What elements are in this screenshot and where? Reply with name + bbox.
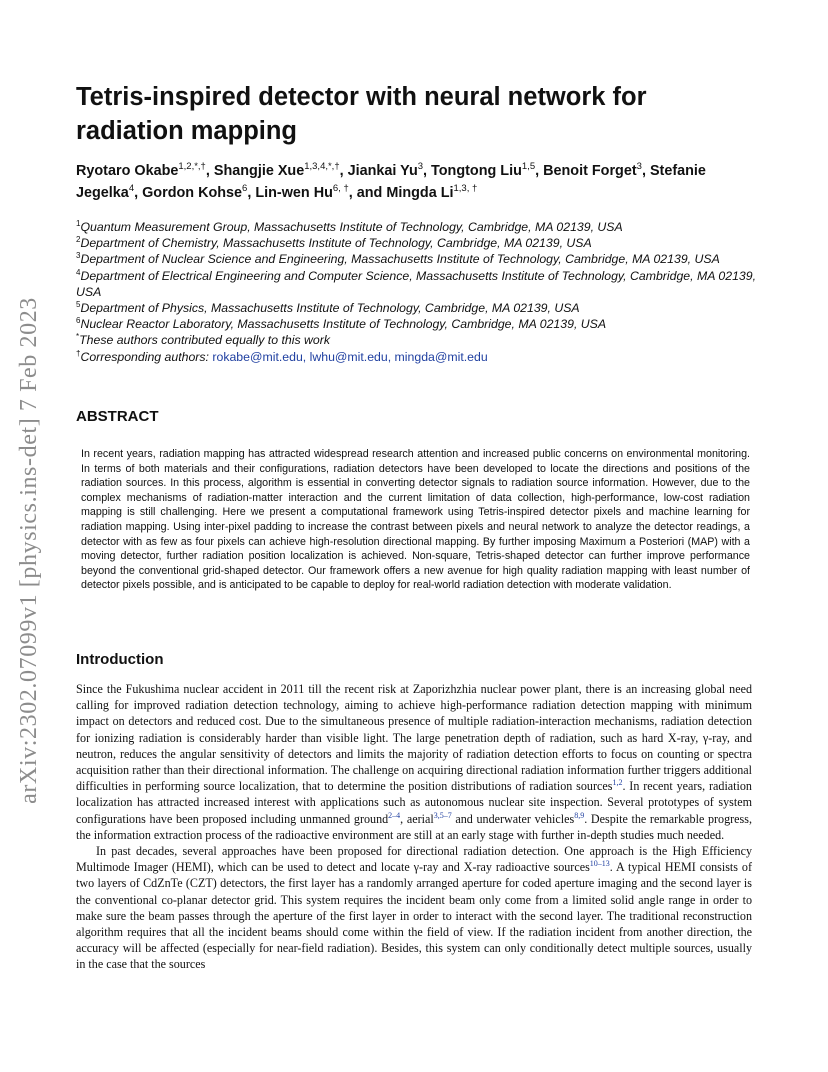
author-affiliation-marks: 6, † [332, 183, 349, 195]
paragraph-text: . A typical HEMI consists of two layers of CdZnTe (CZT) detectors, the first layer has a randomly arranged aperture for coded aperture imaging and the second layer is the conventional co-planar detector grid. This system requires the incident beam only come from a limited solid angle range in order to make sure the beam passes through the aperture of the first layer in order to interact with the second layer. The traditional reconstruction algorithm requires that all the incident beams should come within the field of view. If the radiation incident from another direction, the accuracy will be affected (especially for near-field radiation). Besides, this system can only conditionally detect multiple sources, usually in the case that the sources [76, 860, 752, 972]
affiliation-text: Department of Nuclear Science and Engineering, Massachusetts Institute of Technology, Cambridge, MA 02139, USA [80, 252, 720, 267]
corresponding-emails[interactable]: rokabe@mit.edu, lwhu@mit.edu, mingda@mit.edu [212, 349, 488, 364]
arxiv-side-stamp [3, 270, 55, 830]
author-name: Benoit Forget [543, 163, 637, 179]
author-affiliation-marks: 1,2,*,† [178, 161, 206, 173]
author-separator: , [134, 185, 143, 201]
citation-link[interactable]: 1,2 [612, 778, 623, 788]
affiliation-mark: * [76, 332, 80, 342]
affiliation-mark: 2 [76, 235, 81, 245]
introduction-body [76, 681, 752, 973]
arxiv-identifier: arXiv:2302.07099v1 [physics.ins-det] 7 Feb 2023 [15, 296, 42, 804]
author-separator: , [247, 185, 256, 201]
author-name: Lin-wen Hu [255, 185, 333, 201]
author-affiliation-marks: 1,3,4,*,† [304, 161, 340, 173]
author-name: Jiankai Yu [347, 163, 418, 179]
affiliation-text: Department of Electrical Engineering and Computer Science, Massachusetts Institute of Technology, Cambridge, MA 02139, USA [76, 268, 757, 299]
author-name: Gordon Kohse [142, 185, 243, 201]
affiliation-mark: 6 [76, 316, 81, 326]
author-affiliation-marks: 3 [636, 161, 642, 173]
corresponding-authors [76, 349, 756, 365]
abstract-heading: ABSTRACT [76, 408, 159, 425]
paragraph-text: and underwater vehicles [451, 811, 575, 826]
citation-link[interactable]: 2–4 [388, 810, 401, 820]
affiliation-item [76, 332, 756, 348]
author-name: Mingda Li [386, 185, 454, 201]
affiliation-text: Nuclear Reactor Laboratory, Massachusetts Institute of Technology, Cambridge, MA 02139, USA [80, 317, 607, 332]
author-list [76, 160, 766, 204]
affiliation-mark: 5 [76, 299, 81, 309]
affiliation-item [76, 316, 756, 332]
affiliation-text: Department of Physics, Massachusetts Institute of Technology, Cambridge, MA 02139, USA [80, 301, 580, 316]
affiliation-mark: 3 [76, 251, 81, 261]
citation-link[interactable]: 10–13 [589, 859, 610, 869]
author-affiliation-marks: 1,5 [521, 161, 536, 173]
intro-paragraph-1 [76, 681, 752, 843]
author-affiliation-marks: 3 [417, 161, 424, 173]
citation-link[interactable]: 8,9 [574, 810, 585, 820]
paper-title: Tetris-inspired detector with neural network for radiation mapping [76, 83, 647, 145]
author-name: Ryotaro Okabe [76, 163, 179, 179]
abstract-text: In recent years, radiation mapping has attracted widespread research attention and increased public concerns on environmental monitoring. In terms of both materials and their configurations, radiation detectors have been developed to locate the directions and positions of the radiation sources. In this process, algorithm is essential in converting detector signals to radiation source information. However, due to the complex mechanisms of radiation-matter interaction and the current limitation of data collection, high-performance, low-cost radiation mapping is still challenging. Here we present a computational framework using Tetris-inspired detector pixels and machine learning for radiation mapping. Using inter-pixel padding to increase the contrast between pixels and neural network to analyze the detector readings, a detector with as few as four pixels can achieve high-resolution directional mapping. By further imposing Maximum a Posteriori (MAP) with a moving detector, further radiation position localization is achieved. Non-square, Tetris-shaped detector can further improve performance beyond the conventional grid-shaped detector. Our framework offers a new avenue for high quality radiation mapping with least number of detector pixels possible, and is anticipated to be capable to deploy for real-world radiation detection with moderate validation. [81, 448, 750, 592]
author-separator: , [423, 163, 432, 179]
affiliation-text: Department of Chemistry, Massachusetts Institute of Technology, Cambridge, MA 02139, USA [80, 236, 592, 251]
paragraph-text: . In recent years, radiation localization has attracted increased interest with applications such as autonomous nuclear site inspection. Several prototypes of system configurations have been proposed including unmanned ground [76, 779, 752, 826]
author-separator: , [339, 163, 348, 179]
affiliation-item [76, 268, 756, 300]
author-affiliation-marks: 1,3, † [453, 183, 478, 195]
affiliation-mark: 4 [76, 267, 81, 277]
affiliation-list [76, 219, 756, 365]
author-separator: , [535, 163, 544, 179]
author-affiliation-marks: 4 [128, 183, 135, 195]
affiliation-text: Quantum Measurement Group, Massachusetts Institute of Technology, Cambridge, MA 02139, USA [80, 220, 623, 234]
author-name: Shangjie Xue [213, 163, 305, 179]
author-name: Tongtong Liu [431, 163, 522, 179]
paragraph-text: , aerial [400, 811, 434, 826]
intro-paragraph-2 [76, 843, 752, 973]
corresponding-label: Corresponding authors: [80, 349, 213, 364]
author-separator: , [641, 163, 650, 179]
paragraph-text: In past decades, several approaches have been proposed for directional radiation detection. One approach is the High Efficiency Multimode Imager (HEMI), which can be used to detect and locate γ-ray and X-ray radioactive sources [76, 844, 752, 875]
introduction-heading: Introduction [76, 651, 164, 668]
author-separator: , [205, 163, 214, 179]
author-separator: , and [348, 185, 387, 201]
affiliation-item [76, 219, 756, 235]
citation-link[interactable]: 3,5–7 [433, 810, 452, 820]
author-name: Stefanie Jegelka [76, 163, 706, 201]
affiliation-item [76, 300, 756, 316]
author-affiliation-marks: 6 [242, 183, 248, 195]
affiliation-mark: 1 [76, 218, 81, 228]
affiliation-item [76, 251, 756, 267]
affiliation-text: These authors contributed equally to this work [79, 333, 330, 348]
paragraph-text: . Despite the remarkable progress, the information extraction process of the radioactive environment are still at an early stage with further in-depth studies much needed. [76, 811, 752, 842]
corresponding-mark: † [76, 348, 81, 358]
affiliation-item [76, 235, 756, 251]
paragraph-text: Since the Fukushima nuclear accident in 2011 till the recent risk at Zaporizhzhia nuclear power plant, there is an increasing global need calling for improved radiation detection technology, aiming to achieve high-performance radiation detection mapping with minimum impact on detectors and reduced cost. Due to the simultaneous presence of multiple radiation-interaction mechanisms, radiation detection for ionizing radiation is considerably harder than visible light. The large penetration depth of radiation, such as hard X-ray, γ-ray, and neutron, reduces the angular sensitivity of detectors and limits the majority of radiation detection efforts to focus on counting or spectra acquisition rather than their directional information. The challenge on acquiring directional radiation information further triggers additional difficulties in performing source localization, that to determine the position distributions of radiation sources [76, 682, 752, 794]
